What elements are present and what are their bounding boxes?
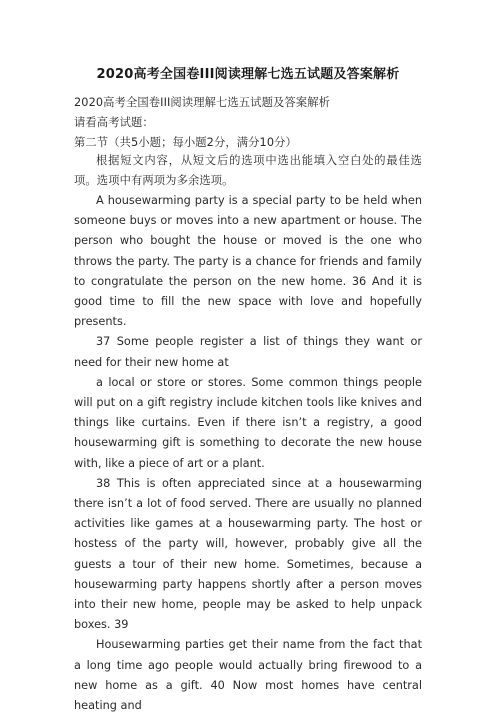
paragraph-4: 38 This is often appreciated since at a housewarming there isn’t a lot of food served. There are usually no planned activities like games at a housewarming party. The host or hostess of the party will, however, probably give all the guests a tour of their new home. Sometimes, because a housewarming party happens shortly after a person moves into their new home, people may be asked to help unpack boxes. 39 <box>74 476 422 632</box>
paragraph-2: 37 Some people register a list of things they want or need for their new home at <box>74 335 422 369</box>
instruction-text: 根据短文内容，从短文后的选项中选出能填入空白处的最佳选项。选项中有两项为多余选项。 <box>74 154 422 188</box>
paragraph-3: a local or store or stores. Some common things people will put on a gift registry include kitchen tools like knives and things like curtains. Even if there isn’t a registry, a good housewarming gift is something to decorate the new house with, like a piece of art or a plant. <box>74 375 422 470</box>
paragraph-1: A housewarming party is a special party to be held when someone buys or moves into a new apartment or house. The person who bought the house or moved is the one who throws the party. The party is a chance for friends and family to congratulate the person on the new home. 36 And it is good time to fill the new space with love and hopefully presents. <box>74 194 422 329</box>
passage <box>74 191 422 716</box>
prompt-line: 请看高考试题： <box>74 116 154 129</box>
document-title: 2020高考全国卷III阅读理解七选五试题及答案解析 <box>96 67 400 82</box>
instruction-paragraph <box>74 151 422 191</box>
section-line: 第二节（共5小题；每小题2分，满分10分） <box>74 136 297 149</box>
subtitle-line: 2020高考全国卷III阅读理解七选五试题及答案解析 <box>74 96 330 109</box>
paragraph-5: Housewarming parties get their name from the fact that a long time ago people would actually bring firewood to a new home as a gift. 40 Now most homes have central heating and <box>74 638 422 713</box>
